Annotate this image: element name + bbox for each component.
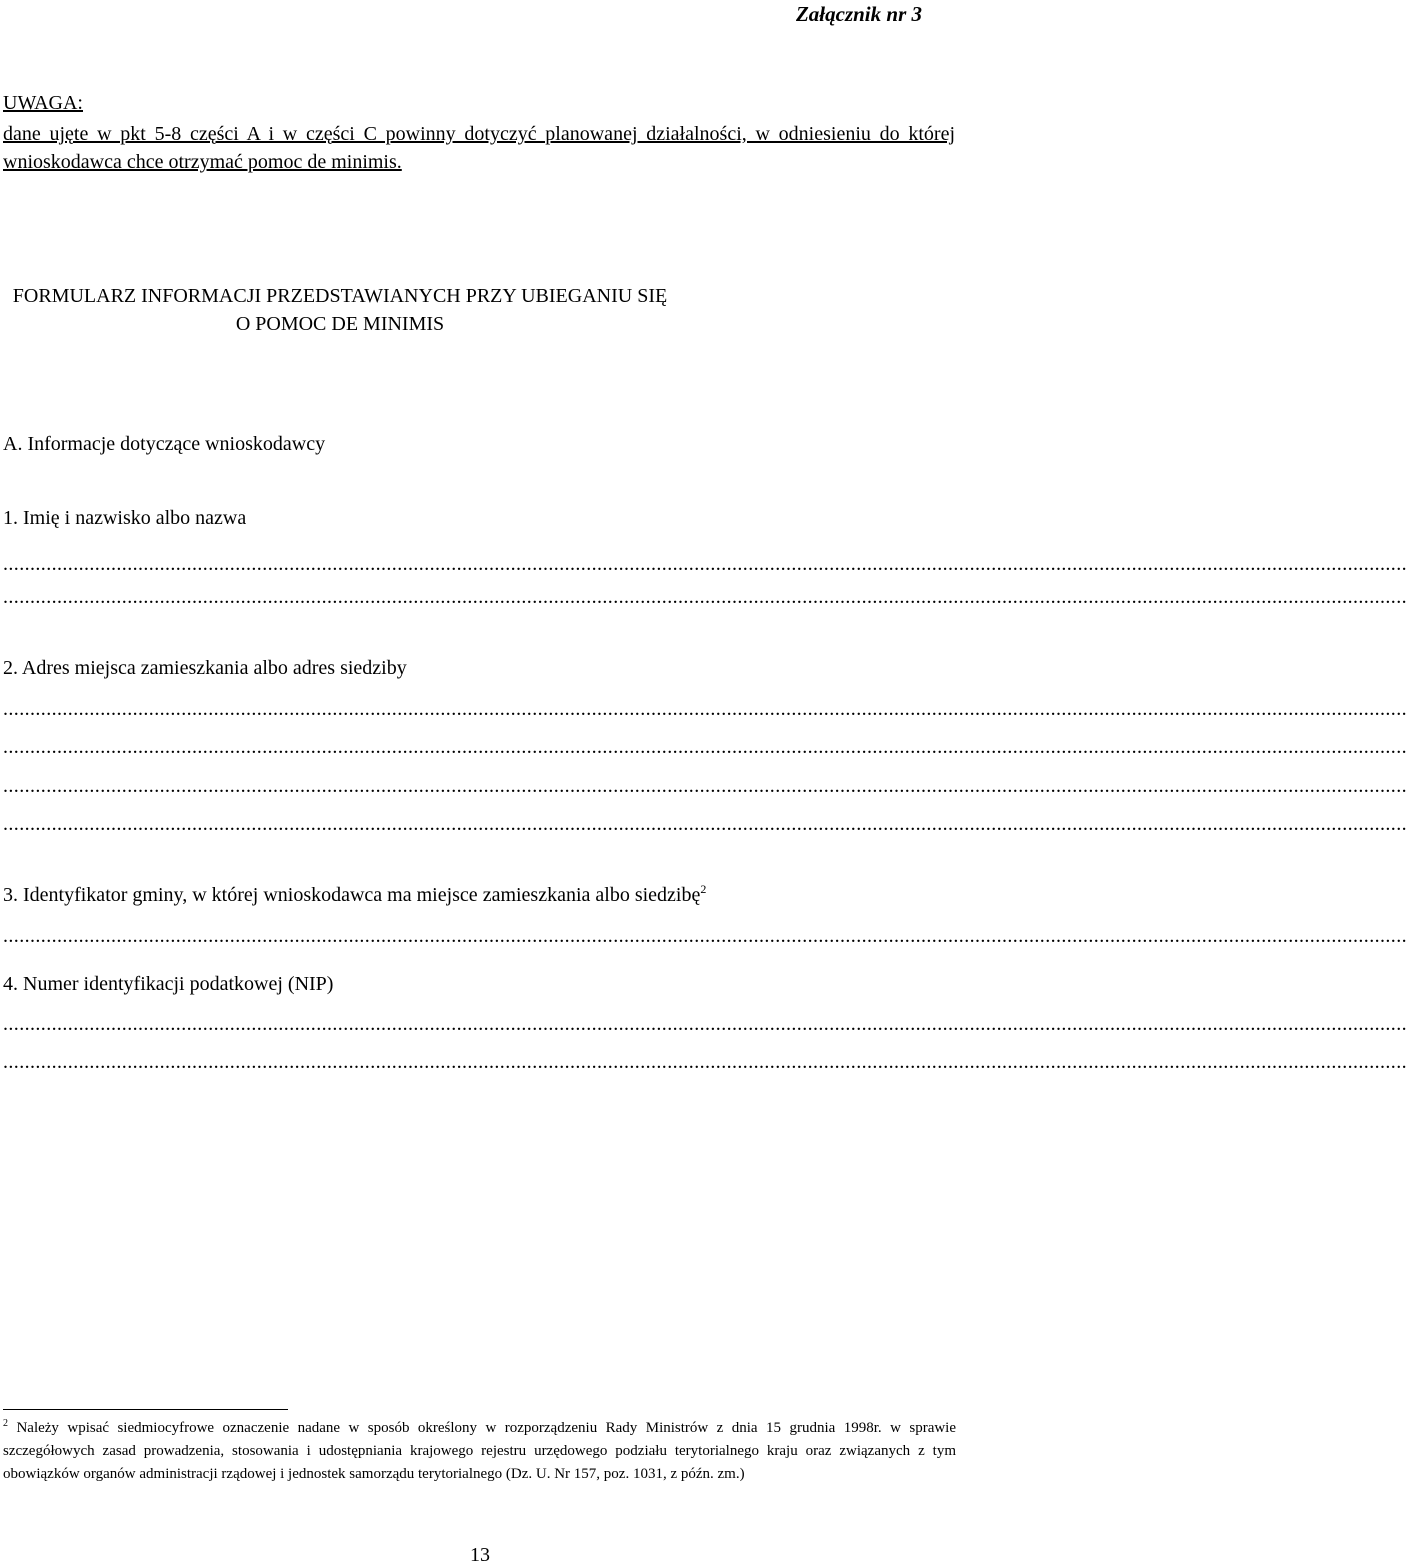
fill-line[interactable]: ....................................................................................................................................................................................................................................................................	[3, 1051, 1407, 1073]
footnote	[3, 1417, 956, 1486]
form-title-line-1: FORMULARZ INFORMACJI PRZEDSTAWIANYCH PRZY UBIEGANIU SIĘ	[12, 285, 668, 307]
fill-line[interactable]: ....................................................................................................................................................................................................................................................................	[3, 553, 1407, 575]
footnote-ref: 2	[700, 882, 707, 896]
attachment-label: Załącznik nr 3	[795, 2, 922, 26]
notice-text: dane ujęte w pkt 5-8 części A i w części C powinny dotyczyć planowanej działalności, w odniesieniu do której wnioskodawca chce otrzymać pomoc de minimis.	[3, 123, 955, 173]
fill-line[interactable]: ....................................................................................................................................................................................................................................................................	[3, 925, 1407, 947]
fill-line[interactable]: ....................................................................................................................................................................................................................................................................	[3, 775, 1407, 797]
field-2-label: 2. Adres miejsca zamieszkania albo adres siedziby	[3, 657, 407, 679]
footnote-text: Należy wpisać siedmiocyfrowe oznaczenie nadane w sposób określony w rozporządzeniu Rady Ministrów z dnia 15 grudnia 1998r. w sprawie szczegółowych zasad prowadzenia, stosowania i udostępniania krajowego rejestru urzędowego podziału terytorialnego kraju oraz związanych z tym obowiązków organów administracji rządowej i jednostek samorządu terytorialnego (Dz. U. Nr 157, poz. 1031, z późn. zm.)	[3, 1420, 957, 1482]
form-title	[0, 282, 680, 338]
fill-line[interactable]: ....................................................................................................................................................................................................................................................................	[3, 736, 1407, 758]
field-4-label: 4. Numer identyfikacji podatkowej (NIP)	[3, 973, 334, 995]
field-3-label	[3, 884, 706, 907]
field-3-label-text: 3. Identyfikator gminy, w której wnioskodawca ma miejsce zamieszkania albo siedzibę	[3, 884, 701, 906]
fill-line[interactable]: ....................................................................................................................................................................................................................................................................	[3, 586, 1407, 608]
footnote-number: 2	[3, 1418, 8, 1429]
fill-line[interactable]: ....................................................................................................................................................................................................................................................................	[3, 1013, 1407, 1035]
field-1-label: 1. Imię i nazwisko albo nazwa	[3, 507, 247, 529]
page-number: 13	[470, 1544, 490, 1566]
notice-title: UWAGA:	[3, 92, 83, 114]
section-a-heading: A. Informacje dotyczące wnioskodawcy	[3, 433, 326, 455]
footnote-separator	[3, 1409, 288, 1410]
fill-line[interactable]: ....................................................................................................................................................................................................................................................................	[3, 813, 1407, 835]
form-title-line-2: O POMOC DE MINIMIS	[235, 313, 445, 335]
fill-line[interactable]: ....................................................................................................................................................................................................................................................................	[3, 698, 1407, 720]
